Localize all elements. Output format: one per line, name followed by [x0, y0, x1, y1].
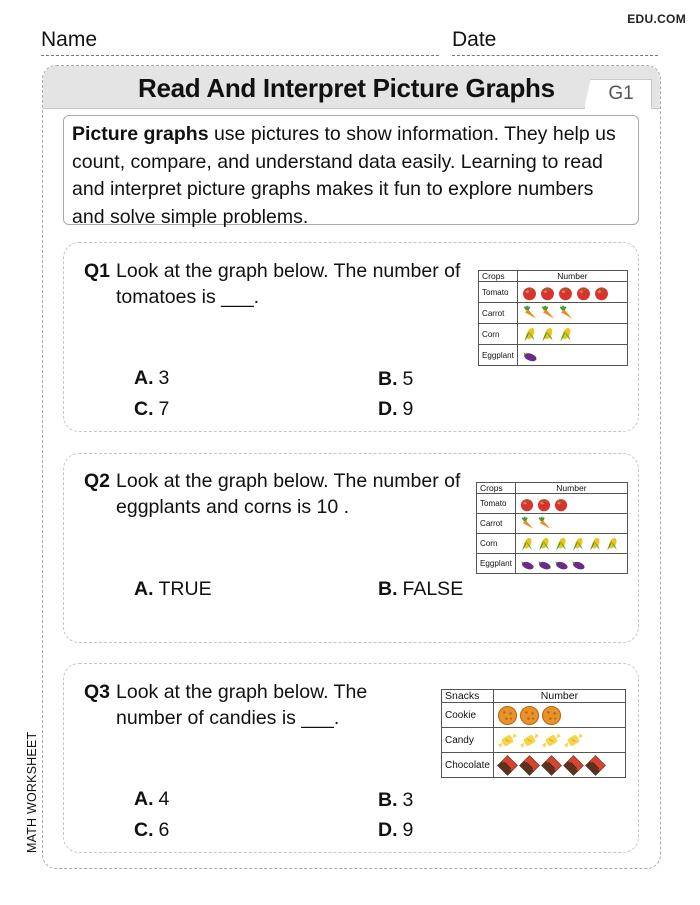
- option-b[interactable]: B. 3: [378, 789, 414, 811]
- cookie-icon: [497, 705, 518, 726]
- candy-icon: [541, 730, 562, 751]
- picture-graph-1: [478, 270, 628, 366]
- name-label: Name: [41, 28, 98, 51]
- corn-icon: [557, 326, 574, 343]
- graph-row-icons: [515, 514, 627, 534]
- tomato-icon: [519, 496, 535, 512]
- page-title: Read And Interpret Picture Graphs: [138, 73, 555, 103]
- graph-row-label: Eggplant: [477, 554, 516, 574]
- picture-graph-3: [441, 689, 626, 778]
- graph-row: [442, 728, 626, 753]
- question-number: Q2: [84, 470, 111, 492]
- option-b[interactable]: B. 5: [378, 368, 414, 390]
- graph-row-icons: [517, 282, 627, 303]
- option-a[interactable]: A. TRUE: [134, 578, 212, 600]
- graph-row-label: Eggplant: [479, 345, 518, 366]
- option-c[interactable]: C. 7: [134, 398, 170, 420]
- option-a[interactable]: A. 3: [134, 367, 170, 389]
- graph-row-icons: [515, 554, 627, 574]
- chocolate-icon: [541, 755, 562, 776]
- graph-header-number: Number: [515, 483, 627, 494]
- corn-icon: [519, 536, 535, 552]
- title-bar: [43, 66, 660, 109]
- corn-icon: [587, 536, 603, 552]
- tomato-icon: [536, 496, 552, 512]
- carrot-icon: [539, 305, 556, 322]
- candy-icon: [519, 730, 540, 751]
- tomato-icon: [521, 284, 538, 301]
- grade-badge: G1: [608, 83, 634, 104]
- eggplant-icon: [536, 556, 552, 572]
- option-d[interactable]: D. 9: [378, 398, 414, 420]
- intro-text: use pictures to show information. They help us count, compare, and understand data easily. Learning to read and interpret picture graphs makes it fun to explore numbers and solve simple problems.: [72, 123, 616, 228]
- graph-row-label: Chocolate: [442, 753, 494, 778]
- graph-row-icons: [493, 728, 625, 753]
- graph-row-label: Corn: [477, 534, 516, 554]
- eggplant-icon: [553, 556, 569, 572]
- graph-row-icons: [517, 303, 627, 324]
- picture-graph-2: [476, 482, 628, 574]
- graph-row-icons: [517, 324, 627, 345]
- graph-row-icons: [517, 345, 627, 366]
- graph-header-number: Number: [493, 690, 625, 703]
- chocolate-icon: [497, 755, 518, 776]
- graph-row: [477, 534, 628, 554]
- carrot-icon: [557, 305, 574, 322]
- eggplant-icon: [521, 347, 538, 364]
- corn-icon: [553, 536, 569, 552]
- question-text: Look at the graph below. The number of candies is ___.: [116, 681, 368, 729]
- graph-row: [477, 494, 628, 514]
- question-text: Look at the graph below. The number of tomatoes is ___.: [116, 260, 461, 308]
- candy-icon: [497, 730, 518, 751]
- graph-row-label: Candy: [442, 728, 494, 753]
- graph-row: [479, 282, 628, 303]
- date-field[interactable]: [452, 28, 658, 52]
- candy-icon: [563, 730, 584, 751]
- corn-icon: [536, 536, 552, 552]
- eggplant-icon: [570, 556, 586, 572]
- graph-row-icons: [515, 534, 627, 554]
- date-underline: [452, 55, 658, 56]
- graph-row-label: Corn: [479, 324, 518, 345]
- graph-header-row: [477, 483, 628, 494]
- graph-row: [477, 514, 628, 534]
- option-d[interactable]: D. 9: [378, 819, 414, 841]
- graph-header-row: [479, 271, 628, 282]
- corn-icon: [570, 536, 586, 552]
- graph-row-icons: [493, 753, 625, 778]
- eggplant-icon: [519, 556, 535, 572]
- corn-icon: [539, 326, 556, 343]
- corn-icon: [604, 536, 620, 552]
- graph-row-label: Tomato: [477, 494, 516, 514]
- chocolate-icon: [519, 755, 540, 776]
- intro-bold: Picture graphs: [72, 123, 209, 145]
- graph-row: [479, 324, 628, 345]
- chocolate-icon: [563, 755, 584, 776]
- graph-row: [442, 703, 626, 728]
- intro-box: [63, 115, 639, 228]
- cookie-icon: [541, 705, 562, 726]
- chocolate-icon: [585, 755, 606, 776]
- graph-row-label: Tomato: [479, 282, 518, 303]
- graph-row-label: Carrot: [477, 514, 516, 534]
- graph-row: [442, 753, 626, 778]
- carrot-icon: [521, 305, 538, 322]
- tomato-icon: [557, 284, 574, 301]
- question-number: Q1: [84, 260, 111, 282]
- graph-header-row: [442, 690, 626, 703]
- graph-row: [477, 554, 628, 574]
- side-label: MATH WORKSHEET: [25, 731, 39, 853]
- cookie-icon: [519, 705, 540, 726]
- graph-row-icons: [493, 703, 625, 728]
- graph-row-icons: [515, 494, 627, 514]
- name-underline: [41, 55, 439, 56]
- graph-header-category: Crops: [479, 271, 518, 282]
- option-b[interactable]: B. FALSE: [378, 578, 464, 600]
- graph-header-category: Snacks: [442, 690, 494, 703]
- tomato-icon: [575, 284, 592, 301]
- carrot-icon: [536, 516, 552, 532]
- corn-icon: [521, 326, 538, 343]
- carrot-icon: [519, 516, 535, 532]
- tomato-icon: [593, 284, 610, 301]
- graph-row: [479, 345, 628, 366]
- graph-row-label: Cookie: [442, 703, 494, 728]
- graph-header-category: Crops: [477, 483, 516, 494]
- question-number: Q3: [84, 681, 111, 703]
- option-c[interactable]: C. 6: [134, 819, 170, 841]
- name-field[interactable]: [41, 28, 439, 52]
- graph-row-label: Carrot: [479, 303, 518, 324]
- tomato-icon: [553, 496, 569, 512]
- tomato-icon: [539, 284, 556, 301]
- brand-logo: EDU.COM: [627, 12, 686, 26]
- option-a[interactable]: A. 4: [134, 788, 170, 810]
- question-text: Look at the graph below. The number of eggplants and corns is 10 .: [116, 470, 461, 518]
- date-label: Date: [452, 28, 497, 51]
- graph-row: [479, 303, 628, 324]
- graph-header-number: Number: [517, 271, 627, 282]
